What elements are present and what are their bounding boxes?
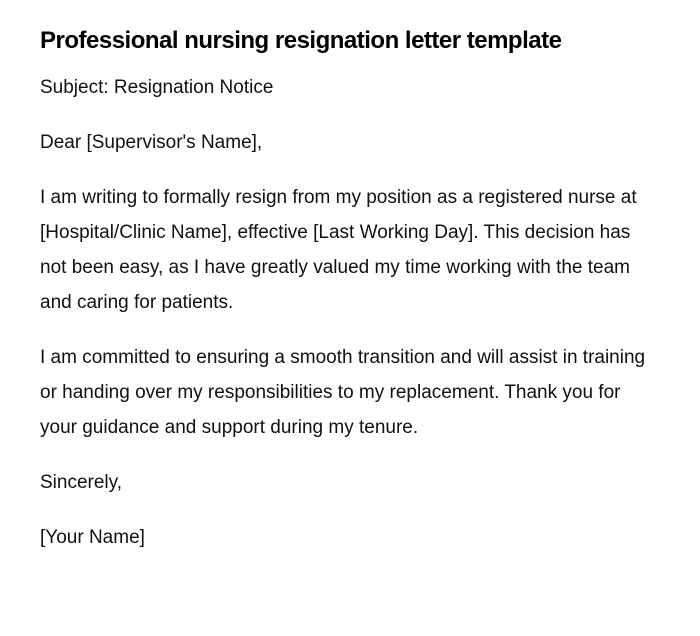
letter-paragraph-1: I am writing to formally resign from my position as a registered nurse at [Hospital/Clinic Name], effective [Last Working Day]. This decision has not been easy, as I have greatly valued my time working with the team and caring for patients.: [40, 187, 637, 313]
letter-title: Professional nursing resignation letter template: [40, 27, 562, 54]
letter-subject: Subject: Resignation Notice: [40, 77, 274, 98]
letter-paragraph-2: I am committed to ensuring a smooth transition and will assist in training or handing over my responsibilities to my replacement. Thank you for your guidance and support during my tenure.: [40, 347, 646, 438]
letter-signature: [Your Name]: [40, 527, 145, 548]
letter-salutation: Dear [Supervisor's Name],: [40, 132, 263, 153]
letter-document: [40, 25, 660, 555]
letter-closing: Sincerely,: [40, 472, 123, 493]
